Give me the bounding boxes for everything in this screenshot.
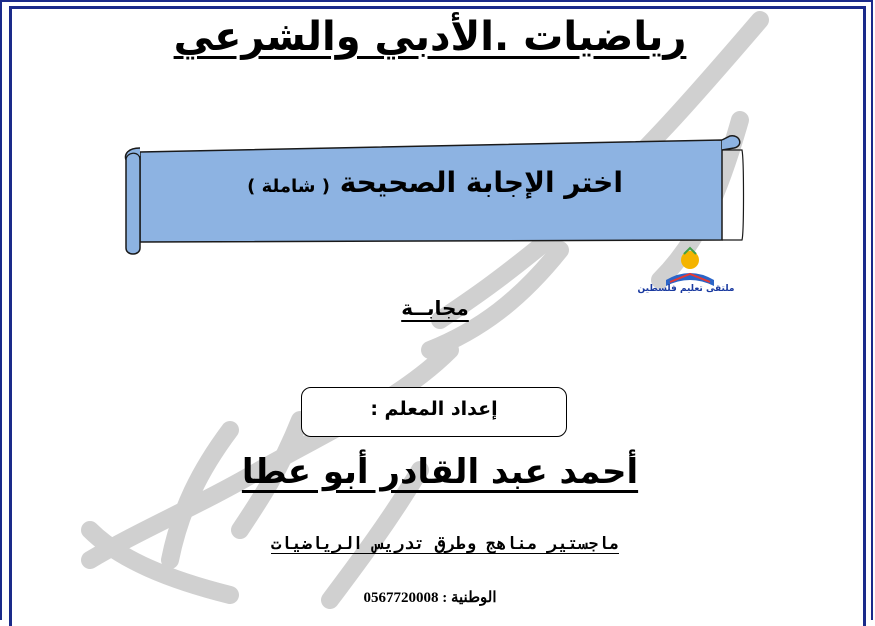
banner-heading [140, 166, 730, 199]
teacher-degree: ماجستير مناهج وطرق تدريس الرياضيات [271, 534, 619, 554]
banner-suffix-text: ( شاملة ) [247, 176, 330, 197]
logo-caption: ملتقى تعليم فلسطين [637, 284, 735, 294]
teacher-name: أحمد عبد القادر أبو عطا [241, 452, 639, 492]
answered-label: مجابــة [401, 296, 469, 320]
page-title: رياضيات .الأدبي والشرعي [173, 14, 687, 60]
prepared-by-label: إعداد المعلم : [370, 398, 498, 420]
national-id-value: 0567720008 [363, 590, 439, 606]
banner-main-text: اختر الإجابة الصحيحة [339, 166, 623, 199]
national-id-label: الوطنية : [442, 590, 497, 606]
national-id [280, 588, 580, 607]
